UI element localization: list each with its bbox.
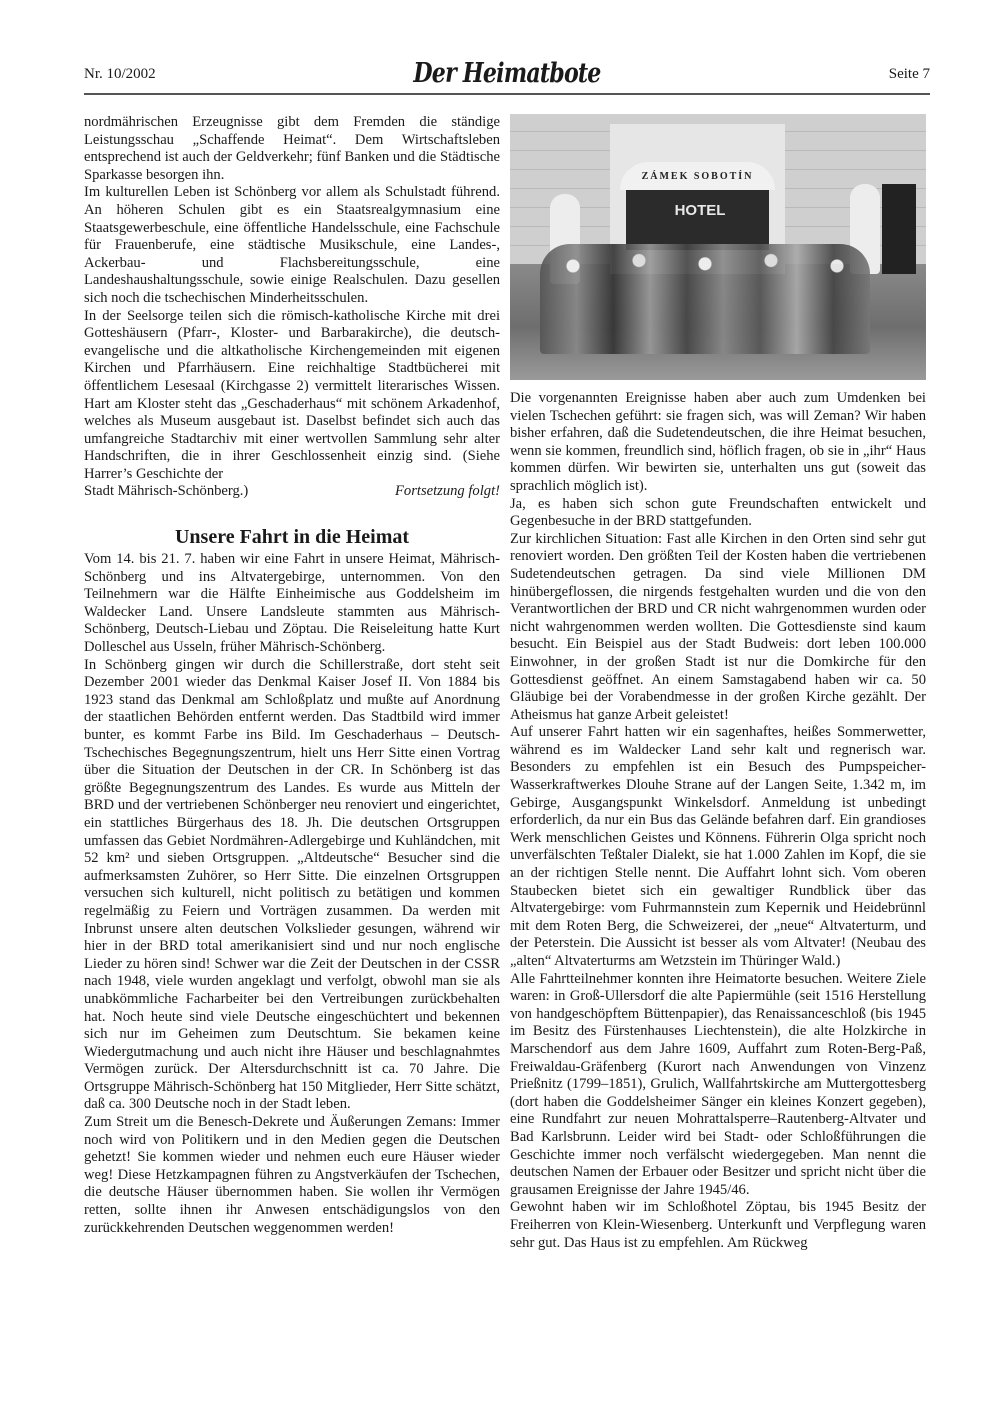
newspaper-masthead: Der Heimatbote	[413, 58, 601, 89]
paragraph: Zum Streit um die Benesch-Dekrete und Äußerungen Zemans: Immer noch wird von Politikern und in den Medien gegen die Deutschen gehetzt! Sie kommen wieder und nehmen euch eure Häuser wieder weg! Diese Hetzkampagnen führen zu Angstverkäufen der Tschechen, die deutsche Häuser übernommen haben. Sie wollen ihr Vermögen retten, sollte ihnen ihr Anwesen entschädigungslos von den zurückkehrenden Deutschen weggenommen werden!	[84, 1114, 500, 1236]
page-number: Seite 7	[888, 66, 930, 82]
barred-window	[882, 184, 916, 274]
paragraph: Die vorgenannten Ereignisse haben aber auch zum Umdenken bei vielen Tschechen geführt: sie fragen sich, was will Zeman? Wir haben bisher erfahren, daß die Sudetendeutschen, die ihre Heimat besuchen, wenn sie kommen, freundlich sind, höflich fragen, ob sie in „ihr“ Haus kommen dürfen. Wir bewirten sie, unterhalten uns gut (soweit das sprachlich möglich ist).	[510, 390, 926, 494]
paragraph: nordmährischen Erzeugnisse gibt dem Fremden die ständige Leistungsschau „Schaffende Heimat“. Dem Wirtschaftsleben entsprechend ist auch der Geldverkehr; fünf Banken und die Städtische Sparkasse besorgen ihn.	[84, 114, 500, 183]
paragraph: Gewohnt haben wir im Schloßhotel Zöptau, bis 1945 Besitz der Freiherren von Klein-Wiesenberg. Unterkunft und Verpflegung waren sehr gut. Das Haus ist zu empfehlen. Am Rückweg	[510, 1199, 926, 1251]
paragraph: In Schönberg gingen wir durch die Schillerstraße, dort steht seit Dezember 2001 wieder das Denkmal Kaiser Josef II. Von 1884 bis 1923 stand das Denkmal am Schloßplatz und mußte auf Anordnung der staatlichen Behörden entfernt werden. Das Stadtbild wird immer bunter, es kommt Farbe ins Bild. Im Geschaderhaus – Deutsch-Tschechisches Begegnungszentrum, hielt uns Herr Sitte einen Vortrag über die Situation der Deutschen in der CR. In Schönberg ist das größte Begegnungszentrum des Landes. Es wurde aus Mitteln der BRD und der vertriebenen Schönberger neu renoviert und eingerichtet, ein stattliches Bürgerhaus des 18. Jh. Die deutschen Ortsgruppen umfassen das Gebiet Nordmähren-Adlergebirge und Kuhländchen, mit 52 km² und sieben Ortsgruppen. „Altdeutsche“ Besucher sind die aufmerksamsten Zuhörer, so Herr Sitte. Die einzelnen Ortsgruppen versuchen sich kulturell, nicht politisch zu betätigen und kommen regelmäßig zu Feiern und Vorträgen zusammen. Da werden mit Inbrunst unsere alten deutschen Volkslieder gesungen, während wir hier in der BRD total amerikanisiert sind und nur noch englische Lieder zu hören sind! Schwer war die Zeit der Deutschen in der CSSR nach 1948, viele wurden angeklagt und verfolgt, obwohl man sie als unabkömmliche Facharbeiter bei den Vertreibungen zurückbehalten hat. Noch heute sind viele Deutsche eingeschüchtert und bekennen sich nur im Geheimen zum Deutschtum. Sie bekamen keine Wiedergutmachung und auch nicht ihre Häuser und beschlagnahmtes Vermögen zurück. Der Altersdurchschnitt ist ca. 70 Jahre. Die Ortsgruppe Mährisch-Schönberg hat 150 Mitglieder, Herr Sitte schätzt, daß ca. 300 Deutsche noch in der Stadt leben.	[84, 656, 500, 1113]
paragraph: Auf unserer Fahrt hatten wir ein sagenhaftes, heißes Sommerwetter, während es im Waldecker Land sehr kalt und regnerisch war. Besonders zu empfehlen ist ein Besuch des Pumpspeicher-Wasserkraftwerkes Dlouhe Strane auf der Langen Seite, 1.342 m, im Gebirge, Ausgangspunkt Winkelsdorf. Anmeldung ist unbedingt erforderlich, da nur ein Bus das Gelände befahren darf. Ein grandioses Werk menschlichen Geistes und Könnens. Führerin Olga spricht noch unverfälschten Teßtaler Dialekt, sie hat 1.000 Zahlen im Kopf, die sie an der richtigen Stelle nennt. Die Auffahrt lohnt sich. Vom oberen Staubecken bietet sich ein gewaltiger Rundblick über das Altvatergebirge: vom Fuhrmannstein zum Kepernik und Heidebrünnl mit dem Roten Berg, die Schweizerei, der „neue“ Altvaterturm, und der Peterstein. Die Aussicht ist besser als vom Altvater! (Neubau des „alten“ Altvaterturms am Wetzstein im Thüringer Wald.)	[510, 724, 926, 969]
last-line: Stadt Mährisch-Schönberg.)	[84, 483, 249, 500]
right-column	[510, 114, 926, 1252]
paragraph: Alle Fahrtteilnehmer konnten ihre Heimatorte besuchen. Weitere Ziele waren: in Groß-Ullersdorf die alte Papiermühle (seit 1516 Herstellung von handgeschöpftem Büttenpapier), das Renaissanceschloß (bis 1945 im Besitz des Fürstenhauses Liechtenstein), die alte Holzkirche in Marschendorf aus dem Jahre 1609, Auffahrt zum Roten-Berg-Paß, Freiwaldau-Gräfenberg (Kurort nach Anwendungen von Vinzenz Prießnitz (1799–1851), Grulich, Wallfahrtskirche am Muttergottesberg (dort haben die Goddelsheimer Sänger ein kleines Konzert gegeben), eine Rundfahrt zur neuen Mohrattalsperre–Rautenberg-Altvater und Bad Karlsbrunn. Leider wird bei Stadt- oder Schloßführungen die Geschichte immer noch verfälscht wiedergegeben. Man nennt die deutschen Namen der Erbauer oder Besitzer und spricht nicht über die grausamen Ereignisse der Jahre 1945/46.	[510, 970, 926, 1198]
continuation-line	[84, 483, 500, 501]
issue-number: Nr. 10/2002	[84, 66, 156, 82]
paragraph: Zur kirchlichen Situation: Fast alle Kirchen in den Orten sind sehr gut renoviert worden. Den größten Teil der Kosten haben die vertriebenen Sudetendeutschen getragen. Da sind viele Millionen DM hinübergeflossen, die nirgends festgehalten wurden und die von den Verantwortlichen der BRD und CR nicht wahrgenommen wurden oder nicht wahrgenommen werden wollten. Die Gottesdienste sind kaum besucht. Ein Beispiel aus der Stadt Budweis: dort leben 100.000 Einwohner, in der großen Stadt ist nur die Domkirche für den Gottesdienst geöffnet. An einem Samstagabend haben wir ca. 50 Gläubige bei der Vorabendmesse in der großen Kirche gezählt. Der Atheismus hat ganze Arbeit geleistet!	[510, 530, 926, 723]
page-header	[84, 58, 930, 88]
paragraph: Im kulturellen Leben ist Schönberg vor allem als Schulstadt führend. An höheren Schulen gibt es ein Staatsrealgymnasium eine Staatsgewerbeschule, eine öffentliche Handelsschule, eine Fachschule für Frauenberufe, eine städtische Musikschule, eine Landes-, Ackerbau- und Flachsbereitungsschule, eine Landeshaushaltungsschule, sowie einige Realschulen. Dazu gesellen sich noch die tschechischen Minderheitsschulen.	[84, 184, 500, 306]
hotel-sign: ZÁMEK SOBOTÍN	[620, 162, 775, 190]
header-rule	[84, 93, 930, 95]
paragraph: In der Seelsorge teilen sich die römisch-katholische Kirche mit drei Gotteshäusern (Pfarr-, Kloster- und Barbarakirche), die deutsch-evangelische und die altkatholische Kirchengemeinden mit eigenen Kirchen und Pfarrhäusern. Eine reichhaltige Stadtbücherei mit öffentlichem Lesesaal (Kirchgasse 2) vermittelt literarisches Wissen. Hart am Kloster steht das „Geschaderhaus“ mit schönem Arkadenhof, welches als Museum ausgebaut ist. Daselbst befindet sich auch das umfangreiche Stadtarchiv mit einer wertvollen Sammlung sehr alter Handschriften, die in ihrer Geschlossenheit einzig sind. (Siehe Harrer’s Geschichte der	[84, 307, 500, 482]
hotel-door	[626, 190, 769, 250]
paragraph: Ja, es haben sich schon gute Freundschaften entwickelt und Gegenbesuche in der BRD stattgefunden.	[510, 495, 926, 530]
continuation-note: Fortsetzung folgt!	[395, 483, 500, 500]
group-photo	[510, 114, 926, 380]
hotel-label: HOTEL	[674, 202, 726, 219]
article-title: Unsere Fahrt in die Heimat	[174, 526, 410, 549]
paragraph: Vom 14. bis 21. 7. haben wir eine Fahrt in unsere Heimat, Mährisch-Schönberg und ins Altvatergebirge, unternommen. Von den Teilnehmern war die Hälfte Einheimische aus Goddelsheim im Waldecker Land. Unsere Landsleute stammten aus Mährisch-Schönberg, Deutsch-Liebau und Zöptau. Die Reiseleitung hatte Kurt Dolleschel aus Usseln, früher Mährisch-Schönberg.	[84, 551, 500, 656]
left-column	[84, 114, 500, 1237]
group-of-people	[540, 244, 870, 354]
